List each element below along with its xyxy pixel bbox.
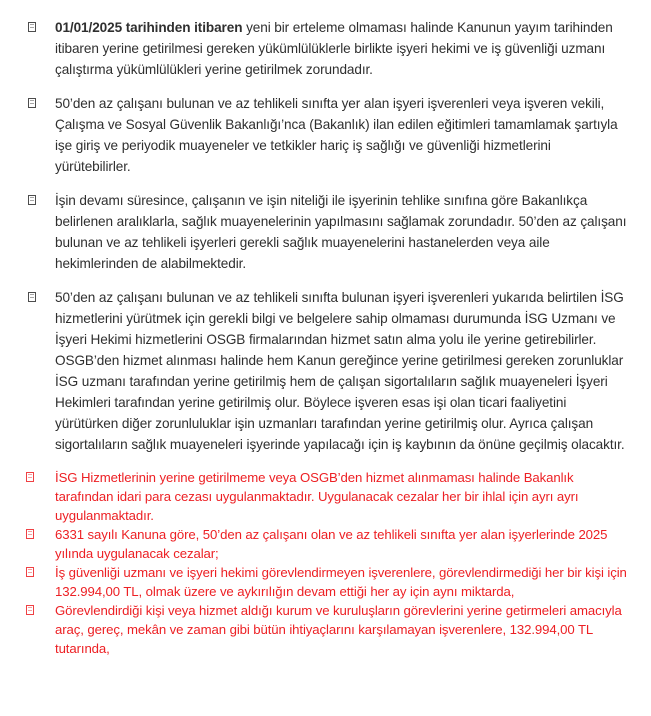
list-item bbox=[26, 601, 627, 658]
paragraph-text: 6331 sayılı Kanuna göre, 50’den az çalışanı olan ve az tehlikeli sınıfta yer alan işyerlerinde 2025 yılında uygulanacak cezalar; bbox=[55, 527, 608, 561]
paragraph-body: yeni bir erteleme olmaması halinde Kanunun yayım tarihinden itibaren yerine getirilmesi gereken yükümlülüklerle birlikte işyeri hekimi ve iş güvenliği uzmanı çalıştırma yükümlülükleri yerine getirilmek zorundadır. bbox=[55, 20, 613, 77]
paragraph-text: 50’den az çalışanı bulunan ve az tehlikeli sınıfta yer alan işyeri işverenleri veya işveren vekili, Çalışma ve Sosyal Güvenlik Bakanlığı’nca (Bakanlık) ilan edilen eğitimleri tamamlamak şartıyla işe giriş ve periyodik muayeneler ve tetkikler hariç iş sağlığı ve güvenliği hizmetlerini yürütebilirler. bbox=[55, 96, 618, 174]
bullet-glyph-icon bbox=[26, 529, 34, 539]
list-item bbox=[26, 468, 627, 525]
list-item bbox=[26, 93, 627, 177]
bullet-glyph-icon bbox=[28, 22, 36, 32]
list-item bbox=[26, 525, 627, 563]
paragraph-text: 50’den az çalışanı bulunan ve az tehlikeli sınıfta bulunan işyeri işverenleri yukarıda belirtilen İSG hizmetlerini yürütmek için gerekli bilgi ve belgelere sahip olmaması durumunda İSG Uzmanı ve İşyeri Hekimi hizmetlerini OSGB firmalarından hizmet satın alma yolu ile yerine getirebilirler. OSGB’den hizmet alınması halinde hem Kanun gereğince yerine getirilmesi gereken zorunluklar İSG uzmanı tarafından yerine getirilmiş hem de çalışan sigortalıların sağlık muayeneleri İşyeri Hekimleri tarafından yerine getirilmiş olur. Böylece işveren esas işi olan ticari faaliyetini yürütürken diğer zorunluluklar işin uzmanları tarafından yerine getirilmiş olur. Ayrıca çalışan sigortalıların sağlık muayeneleri işyerinde yapılacağı için iş kaybının da önüne geçilmiş olacaktır. bbox=[55, 290, 625, 452]
bullet-glyph-icon bbox=[26, 472, 34, 482]
paragraph-text: İSG Hizmetlerinin yerine getirilmeme veya OSGB’den hizmet alınmaması halinde Bakanlık tarafından idari para cezası uygulanmaktadır. Uygulanacak cezalar her bir ihlal için ayrı ayrı uygulanmaktadır. bbox=[55, 470, 579, 523]
list-item bbox=[26, 190, 627, 274]
list-item bbox=[26, 563, 627, 601]
bullet-glyph-icon bbox=[28, 195, 36, 205]
bullet-glyph-icon bbox=[26, 567, 34, 577]
paragraph-lead-bold: 01/01/2025 tarihinden itibaren bbox=[55, 20, 243, 35]
paragraph-text: İşin devamı süresince, çalışanın ve işin niteliği ile işyerinin tehlike sınıfına göre Bakanlıkça belirlenen aralıklarla, sağlık muayenelerinin yapılmasını sağlamak zorundadır. 50’den az çalışanı bulunan ve az tehlikeli işyerleri gerekli sağlık muayenelerini hastanelerden veya aile hekimlerinden de alabilmektedir. bbox=[55, 193, 627, 271]
paragraph-text: İş güvenliği uzmanı ve işyeri hekimi görevlendirmeyen işverenlere, görevlendirmediği her bir kişi için 132.994,00 TL, olmak üzere ve aykırılığın devam ettiği her ay için aynı miktarda, bbox=[55, 565, 627, 599]
bullet-glyph-icon bbox=[26, 605, 34, 615]
paragraph-text bbox=[55, 17, 627, 80]
bullet-glyph-icon bbox=[28, 292, 36, 302]
bullet-glyph-icon bbox=[28, 98, 36, 108]
penalty-bullet-list bbox=[26, 468, 627, 658]
list-item bbox=[26, 17, 627, 80]
main-bullet-list bbox=[26, 17, 627, 455]
paragraph-text: Görevlendirdiği kişi veya hizmet aldığı kurum ve kuruluşların görevlerini yerine getirmeleri amacıyla araç, gereç, mekân ve zaman gibi bütün ihtiyaçlarını karşılamayan işverenlere, 132.994,00 TL tutarında, bbox=[55, 603, 622, 656]
list-item bbox=[26, 287, 627, 455]
